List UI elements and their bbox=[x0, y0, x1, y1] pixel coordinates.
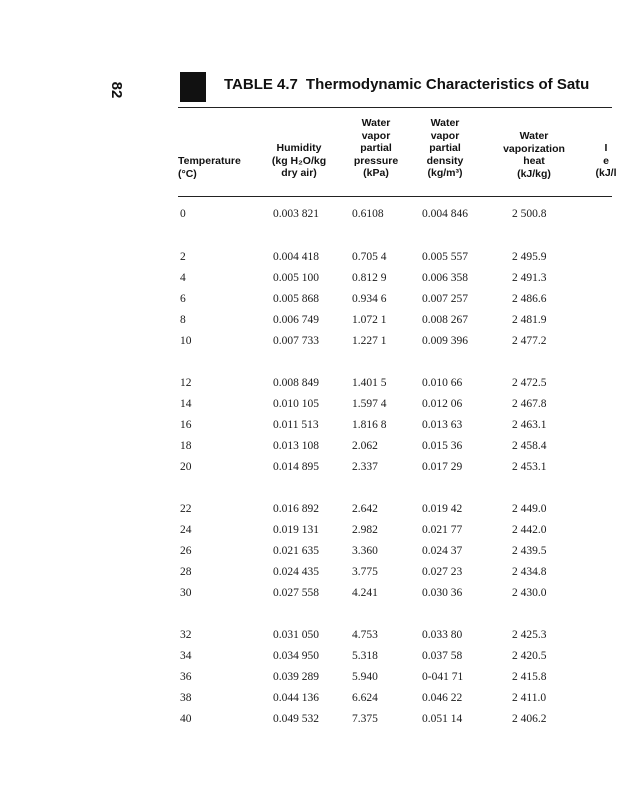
cell-humidity: 0.010 105 bbox=[273, 398, 319, 410]
cell-heat: 2 486.6 bbox=[512, 293, 547, 305]
cell-density: 0-041 71 bbox=[422, 671, 464, 683]
header-line: (kPa) bbox=[363, 167, 389, 179]
cell-pressure: 3.360 bbox=[352, 545, 378, 557]
cell-pressure: 0.705 4 bbox=[352, 251, 387, 263]
cell-pressure: 2.337 bbox=[352, 461, 378, 473]
cell-temperature: 28 bbox=[180, 566, 192, 578]
cell-density: 0.051 14 bbox=[422, 713, 463, 725]
cell-density: 0.012 06 bbox=[422, 398, 463, 410]
table-title-text: Thermodynamic Characteristics of Satu bbox=[305, 76, 590, 93]
cell-density: 0.009 396 bbox=[422, 335, 468, 347]
cell-humidity: 0.016 892 bbox=[273, 503, 319, 515]
cell-density: 0.005 557 bbox=[422, 251, 468, 263]
cell-heat: 2 495.9 bbox=[512, 251, 547, 263]
cell-temperature: 14 bbox=[180, 398, 192, 410]
cell-temperature: 10 bbox=[180, 335, 192, 347]
cell-heat: 2 430.0 bbox=[512, 587, 547, 599]
cell-density: 0.015 36 bbox=[422, 440, 463, 452]
cell-temperature: 2 bbox=[180, 251, 186, 263]
cell-humidity: 0.014 895 bbox=[273, 461, 319, 473]
cell-heat: 2 439.5 bbox=[512, 545, 547, 557]
header-pressure bbox=[346, 117, 406, 180]
cell-pressure: 4.753 bbox=[352, 629, 378, 641]
cell-pressure: 1.401 5 bbox=[352, 377, 387, 389]
cell-heat: 2 467.8 bbox=[512, 398, 547, 410]
top-rule bbox=[178, 107, 612, 108]
cell-pressure: 2.982 bbox=[352, 524, 378, 536]
cell-pressure: 5.940 bbox=[352, 671, 378, 683]
cell-density: 0.027 23 bbox=[422, 566, 463, 578]
cell-density: 0.010 66 bbox=[422, 377, 463, 389]
cell-temperature: 24 bbox=[180, 524, 192, 536]
cell-humidity: 0.003 821 bbox=[273, 208, 319, 220]
cell-density: 0.008 267 bbox=[422, 314, 468, 326]
cell-humidity: 0.024 435 bbox=[273, 566, 319, 578]
cell-heat: 2 453.1 bbox=[512, 461, 547, 473]
header-line: Temperature bbox=[178, 155, 241, 167]
cell-temperature: 38 bbox=[180, 692, 192, 704]
cell-density: 0.013 63 bbox=[422, 419, 463, 431]
cell-density: 0.021 77 bbox=[422, 524, 463, 536]
cell-heat: 2 477.2 bbox=[512, 335, 547, 347]
cell-temperature: 36 bbox=[180, 671, 192, 683]
cell-density: 0.046 22 bbox=[422, 692, 463, 704]
cell-temperature: 6 bbox=[180, 293, 186, 305]
cell-pressure: 7.375 bbox=[352, 713, 378, 725]
header-line: e bbox=[603, 154, 609, 167]
header-density bbox=[414, 117, 476, 180]
cell-pressure: 0.6108 bbox=[352, 208, 384, 220]
header-heat bbox=[494, 130, 574, 180]
header-line: density bbox=[426, 154, 464, 167]
cell-heat: 2 472.5 bbox=[512, 377, 547, 389]
cell-humidity: 0.019 131 bbox=[273, 524, 319, 536]
cell-temperature: 4 bbox=[180, 272, 186, 284]
cell-pressure: 1.597 4 bbox=[352, 398, 387, 410]
cell-pressure: 3.775 bbox=[352, 566, 378, 578]
cell-pressure: 1.072 1 bbox=[352, 314, 387, 326]
cell-humidity: 0.013 108 bbox=[273, 440, 319, 452]
cell-humidity: 0.034 950 bbox=[273, 650, 319, 662]
cell-humidity: 0.005 100 bbox=[273, 272, 319, 284]
cell-pressure: 6.624 bbox=[352, 692, 378, 704]
header-line: (°C) bbox=[178, 167, 197, 180]
header-line: Humidity bbox=[276, 142, 322, 154]
table-title-marker bbox=[180, 72, 206, 102]
cell-humidity: 0.006 749 bbox=[273, 314, 319, 326]
cell-heat: 2 500.8 bbox=[512, 208, 547, 220]
header-line: (kg H₂O/kg bbox=[271, 154, 327, 167]
header-line: (kg/m³) bbox=[427, 167, 463, 179]
cell-density: 0.004 846 bbox=[422, 208, 468, 220]
header-line: Water bbox=[430, 117, 460, 129]
cell-humidity: 0.007 733 bbox=[273, 335, 319, 347]
header-line: I bbox=[604, 142, 608, 154]
cell-humidity: 0.031 050 bbox=[273, 629, 319, 641]
table-title bbox=[224, 76, 589, 93]
cell-temperature: 16 bbox=[180, 419, 192, 431]
cell-temperature: 12 bbox=[180, 377, 192, 389]
cell-temperature: 32 bbox=[180, 629, 192, 641]
cell-pressure: 5.318 bbox=[352, 650, 378, 662]
cell-pressure: 1.816 8 bbox=[352, 419, 387, 431]
header-line: vaporization bbox=[503, 142, 565, 155]
cell-heat: 2 420.5 bbox=[512, 650, 547, 662]
header-line: vapor bbox=[361, 129, 391, 142]
cell-temperature: 8 bbox=[180, 314, 186, 326]
header-line: (kJ/kg) bbox=[517, 167, 551, 180]
header-humidity bbox=[262, 142, 336, 180]
cell-temperature: 40 bbox=[180, 713, 192, 725]
cell-density: 0.030 36 bbox=[422, 587, 463, 599]
cell-humidity: 0.027 558 bbox=[273, 587, 319, 599]
cell-heat: 2 411.0 bbox=[512, 692, 547, 704]
cell-heat: 2 434.8 bbox=[512, 566, 547, 578]
cell-humidity: 0.039 289 bbox=[273, 671, 319, 683]
cell-temperature: 30 bbox=[180, 587, 192, 599]
cell-density: 0.033 80 bbox=[422, 629, 463, 641]
cell-density: 0.024 37 bbox=[422, 545, 463, 557]
cell-humidity: 0.008 849 bbox=[273, 377, 319, 389]
header-line: (kJ/l bbox=[595, 167, 617, 179]
cell-humidity: 0.044 136 bbox=[273, 692, 319, 704]
cell-humidity: 0.004 418 bbox=[273, 251, 319, 263]
cell-humidity: 0.021 635 bbox=[273, 545, 319, 557]
cell-heat: 2 449.0 bbox=[512, 503, 547, 515]
cell-heat: 2 491.3 bbox=[512, 272, 547, 284]
cell-humidity: 0.011 513 bbox=[273, 419, 319, 431]
header-line: pressure bbox=[353, 154, 399, 167]
cell-temperature: 22 bbox=[180, 503, 192, 515]
cell-temperature: 26 bbox=[180, 545, 192, 557]
cell-temperature: 18 bbox=[180, 440, 192, 452]
cell-density: 0.019 42 bbox=[422, 503, 463, 515]
cell-pressure: 0.934 6 bbox=[352, 293, 387, 305]
header-temperature bbox=[178, 155, 241, 180]
cell-pressure: 2.642 bbox=[352, 503, 378, 515]
header-line: Water bbox=[519, 130, 549, 142]
cell-heat: 2 458.4 bbox=[512, 440, 547, 452]
header-line: partial bbox=[429, 142, 461, 154]
header-partial bbox=[586, 142, 626, 180]
cell-heat: 2 442.0 bbox=[512, 524, 547, 536]
header-rule bbox=[178, 196, 612, 197]
cell-pressure: 0.812 9 bbox=[352, 272, 387, 284]
header-line: dry air) bbox=[281, 167, 317, 179]
cell-pressure: 4.241 bbox=[352, 587, 378, 599]
cell-humidity: 0.049 532 bbox=[273, 713, 319, 725]
cell-humidity: 0.005 868 bbox=[273, 293, 319, 305]
cell-density: 0.007 257 bbox=[422, 293, 468, 305]
header-line: partial bbox=[360, 142, 392, 154]
cell-temperature: 20 bbox=[180, 461, 192, 473]
cell-heat: 2 463.1 bbox=[512, 419, 547, 431]
cell-temperature: 34 bbox=[180, 650, 192, 662]
cell-heat: 2 406.2 bbox=[512, 713, 547, 725]
cell-density: 0.006 358 bbox=[422, 272, 468, 284]
cell-temperature: 0 bbox=[180, 208, 186, 220]
cell-pressure: 1.227 1 bbox=[352, 335, 387, 347]
table-label: TABLE 4.7 bbox=[224, 76, 298, 93]
header-line: heat bbox=[523, 155, 545, 167]
cell-pressure: 2.062 bbox=[352, 440, 378, 452]
cell-density: 0.037 58 bbox=[422, 650, 463, 662]
header-line: vapor bbox=[430, 129, 460, 142]
page-number: 82 bbox=[108, 81, 125, 99]
cell-density: 0.017 29 bbox=[422, 461, 463, 473]
header-line: Water bbox=[361, 117, 391, 129]
cell-heat: 2 481.9 bbox=[512, 314, 547, 326]
cell-heat: 2 415.8 bbox=[512, 671, 547, 683]
cell-heat: 2 425.3 bbox=[512, 629, 547, 641]
